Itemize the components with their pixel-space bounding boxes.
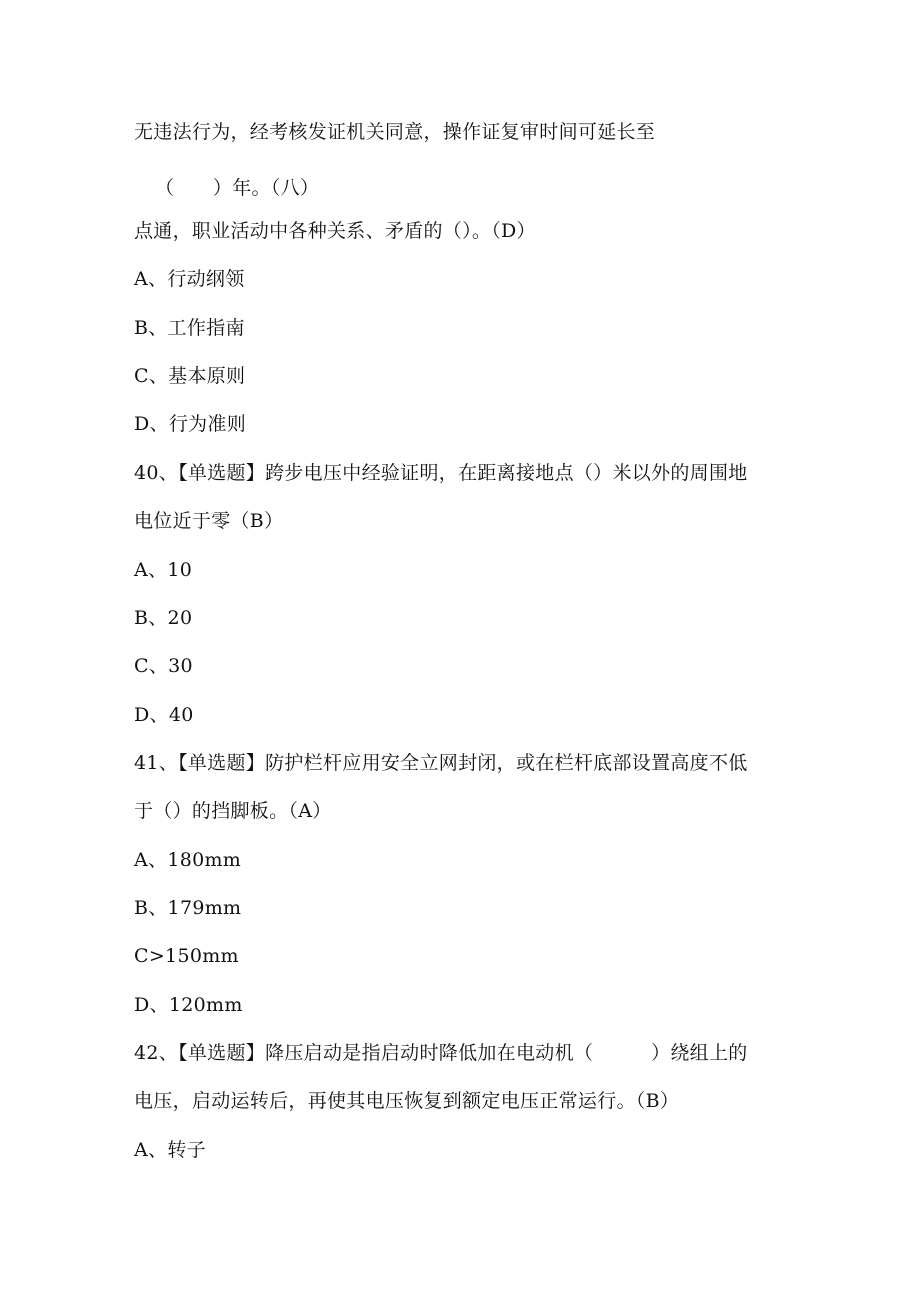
option-line: B、20: [134, 607, 193, 629]
text-line: 无违法行为，经考核发证机关同意，操作证复审时间可延长至: [134, 121, 656, 143]
question-line: 电压，启动运转后，再使其电压恢复到额定电压正常运行。（B）: [134, 1090, 680, 1112]
question-line: 41、【单选题】防护栏杆应用安全立网封闭，或在栏杆底部设置高度不低: [134, 752, 748, 774]
question-line: 电位近于零（B）: [134, 510, 284, 532]
option-line: C、30: [134, 655, 193, 677]
question-line: 于（）的挡脚板。（A）: [134, 800, 332, 822]
option-line: B、179mm: [134, 897, 242, 919]
option-line: C、基本原则: [134, 365, 246, 387]
option-line: A、180mm: [134, 849, 242, 871]
question-line: 40、【单选题】跨步电压中经验证明，在距离接地点（）米以外的周围地: [134, 462, 748, 484]
option-line: A、转子: [134, 1139, 206, 1161]
option-line: A、行动纲领: [134, 268, 245, 290]
question-line: 42、【单选题】降压启动是指启动时降低加在电动机（ ）绕组上的: [134, 1042, 748, 1064]
option-line: A、10: [134, 559, 193, 581]
option-line: D、行为准则: [134, 413, 247, 435]
option-line: D、120mm: [134, 994, 243, 1016]
option-line: B、工作指南: [134, 317, 245, 339]
text-line: 点通，职业活动中各种关系、矛盾的（）。（D）: [134, 220, 536, 242]
option-line: C>150mm: [134, 945, 239, 967]
option-line: D、40: [134, 704, 194, 726]
text-line: （ ）年。（八）: [155, 177, 320, 199]
